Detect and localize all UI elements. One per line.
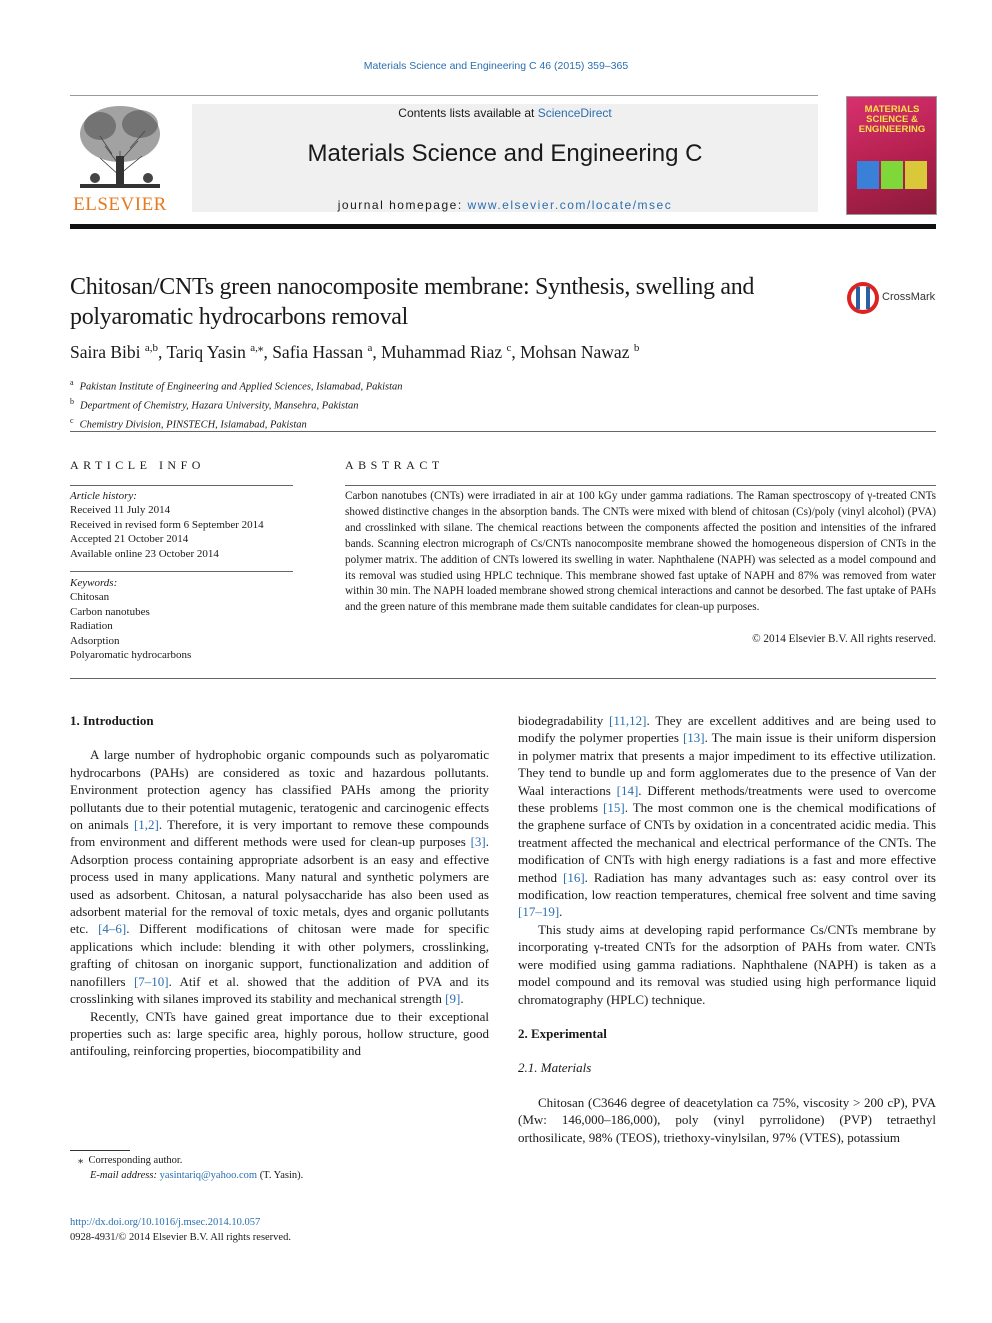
footnote bbox=[70, 1153, 490, 1183]
section-heading-introduction: 1. Introduction bbox=[70, 713, 154, 728]
history-item: Received 11 July 2014 bbox=[70, 504, 171, 517]
affiliation: $^b$ Department of Chemistry, Hazara University, Mansehra, Pakistan bbox=[70, 397, 359, 412]
cover-images bbox=[857, 161, 927, 189]
author-affil-mark: b bbox=[633, 342, 640, 354]
author[interactable]: Mohsan Nawaz bbox=[520, 341, 630, 362]
intro-paragraph-2: Recently, CNTs have gained great importance due to their exceptional properties such as: large specific area, highly porous, hollow structure, good antifouling, reinforcing properties, biocompatibility and bbox=[70, 1008, 489, 1059]
keyword: Polyaromatic hydrocarbons bbox=[70, 649, 192, 662]
history-item: Available online 23 October 2014 bbox=[70, 547, 219, 560]
keyword: Radiation bbox=[70, 620, 113, 633]
keyword: Adsorption bbox=[70, 634, 120, 647]
divider bbox=[70, 571, 293, 572]
article-info-heading: ARTICLE INFO bbox=[70, 458, 205, 472]
author-affil-mark: a,⁎ bbox=[250, 342, 264, 354]
affiliation: $^c$ Chemistry Division, PINSTECH, Islamabad, Pakistan bbox=[70, 416, 307, 431]
history-item: Received in revised form 6 September 2014 bbox=[70, 518, 264, 531]
subsection-heading-materials: 2.1. Materials bbox=[518, 1060, 592, 1076]
citation-ref-link[interactable]: [15] bbox=[603, 800, 625, 816]
journal-cover[interactable] bbox=[846, 96, 937, 215]
author-affil-mark: c bbox=[506, 342, 512, 354]
cover-title: MATERIALS SCIENCE & ENGINEERING bbox=[858, 104, 926, 135]
author[interactable]: Saira Bibi bbox=[70, 341, 141, 362]
citation-ref-link[interactable]: [7–10] bbox=[133, 973, 169, 989]
abstract-copyright: © 2014 Elsevier B.V. All rights reserved. bbox=[752, 633, 936, 645]
affiliation: $^a$ Pakistan Institute of Engineering and Applied Sciences, Islamabad, Pakistan bbox=[70, 378, 403, 393]
citation-ref-link[interactable]: [14] bbox=[616, 782, 639, 798]
contents-line: Contents lists available at ScienceDirect bbox=[398, 106, 612, 120]
header-thick-rule bbox=[70, 224, 936, 229]
sciencedirect-link[interactable]: ScienceDirect bbox=[537, 106, 612, 120]
article-history bbox=[70, 489, 295, 561]
footnote-rule bbox=[70, 1150, 130, 1151]
intro-paragraph-3: This study aims at developing rapid performance Cs/CNTs membrane by incorporating γ-treated CNTs for the adsorption of PAHs from water. CNTs were modified using gamma radiations. Naphthalene (NAPH) is taken as a model compound and its removal was studied using high performance liquid chromatography (HPLC) technique. bbox=[518, 921, 936, 1007]
journal-title[interactable]: Materials Science and Engineering C bbox=[307, 140, 703, 167]
journal-citation[interactable]: Materials Science and Engineering C 46 (2015) 359–365 bbox=[363, 60, 629, 72]
author-affil-mark: a,b bbox=[144, 342, 158, 354]
author[interactable]: Safia Hassan bbox=[272, 341, 364, 362]
email-note: E-mail address: yasintariq@yahoo.com (T. Yasin). bbox=[90, 1170, 304, 1181]
citation-ref-link[interactable]: [16] bbox=[563, 869, 585, 885]
author-affil-mark: a bbox=[367, 342, 373, 354]
citation-ref-link[interactable]: [17–19] bbox=[518, 904, 560, 920]
article-title: Chitosan/CNTs green nanocomposite membrane: Synthesis, swelling and polyaromatic hydrocarbons removal bbox=[70, 274, 755, 330]
corresponding-note: ⁎ Corresponding author. bbox=[78, 1155, 183, 1166]
section-heading-experimental: 2. Experimental bbox=[518, 1025, 607, 1041]
homepage-link[interactable]: www.elsevier.com/locate/msec bbox=[467, 198, 673, 212]
history-item: Accepted 21 October 2014 bbox=[70, 533, 189, 546]
crossmark-badge[interactable] bbox=[846, 281, 946, 315]
citation-ref-link[interactable]: [4–6] bbox=[98, 921, 127, 937]
divider bbox=[70, 678, 936, 679]
doi-block bbox=[70, 1215, 490, 1245]
keywords-label: Keywords: bbox=[70, 577, 118, 589]
divider bbox=[345, 485, 936, 486]
keywords bbox=[70, 576, 295, 662]
doi-link[interactable]: http://dx.doi.org/10.1016/j.msec.2014.10.057 bbox=[70, 1217, 261, 1228]
author[interactable]: Tariq Yasin bbox=[166, 341, 246, 362]
keyword: Chitosan bbox=[70, 591, 110, 604]
citation-ref-link[interactable]: [1,2] bbox=[133, 817, 159, 833]
intro-paragraph-1: A large number of hydrophobic organic compounds such as polyaromatic hydrocarbons (PAHs) are considered as toxic and hazardous pollutants. Environment protection agency has classified PAHs among the priority pollutants due to their potential mutagenic, teratogenic and carcinogenic effects on animals [1,2]. Therefore, it is very important to remove these compounds from environment and different methods were used for clean-up purposes [3]. Adsorption process containing appropriate adsorbent is an easy and effective process used in many applications. Many natural and synthetic polymers are used as adsorbent. Chitosan, a natural polysaccharide has also been used as adsorbent material for the removal of toxic metals, dyes and organic pollutants etc. [4–6]. Different modifications of chitosan were made for specific applications which include: blending it with other polymers, crosslinking, grafting of chitosan on inorganic support, functionalization and addition of nanofillers [7–10]. Atif et al. showed that the addition of PVA and its crosslinking with silanes improved its stability and mechanical strength [9]. bbox=[70, 747, 489, 1007]
affiliations bbox=[70, 376, 770, 433]
author[interactable]: Muhammad Riaz bbox=[381, 341, 503, 362]
history-label: Article history: bbox=[70, 490, 137, 502]
journal-homepage: journal homepage: www.elsevier.com/locate/msec bbox=[337, 198, 673, 212]
elsevier-logo[interactable] bbox=[70, 96, 170, 214]
email-link[interactable]: yasintariq@yahoo.com bbox=[159, 1170, 258, 1181]
elsevier-wordmark: ELSEVIER bbox=[73, 194, 167, 215]
abstract-heading: ABSTRACT bbox=[345, 458, 444, 472]
citation-ref-link[interactable]: [13] bbox=[682, 730, 705, 746]
citation-ref-link[interactable]: [9] bbox=[445, 991, 461, 1007]
abstract-text: Carbon nanotubes (CNTs) were irradiated in air at 100 kGy under gamma radiations. The Raman spectroscopy of γ-treated CNTs showed distinctive changes in the absorption bands. The CNTs were mixed with blend of chitosan (Cs)/poly (vinyl alcohol) (PVA) and crosslinked with silane. The chemical reactions between the components affected the position and intensities of the infrared bands. Scanning electron micrograph of Cs/CNTs nanocomposite membrane showed the homogeneous dispersion of CNTs in the polymer matrix. The addition of CNTs lowered its swelling in water. Naphthalene (NAPH) was selected as a model compound and its removal was studied using HPLC technique. This membrane showed fast uptake of NAPH and 87% was removed from water within 30 min. The NAPH loaded membrane showed strong chemical interactions and cannot be desorbed. The fast uptake of PAHs and the green nature of this membrane made them suitable candidates for clean-up purposes. bbox=[345, 490, 936, 614]
divider bbox=[70, 431, 936, 432]
author-list: Saira Bibi $^{a,b}$, Tariq Yasin $^{a,⁎}$, Safia Hassan $^a$, Muhammad Riaz $^c$, Mohsan Nawaz $^b$ bbox=[70, 341, 640, 362]
divider bbox=[70, 485, 293, 486]
materials-paragraph: Chitosan (C3646 degree of deacetylation ca 75%, viscosity > 200 cP), PVA (Mw: 146,000–186,000), poly (vinyl pyrrolidone) (PVP) tetraethyl orthosilicate, 98% (TEOS), triethoxy-vinylsilan, 97% (VTES), potassium bbox=[518, 1094, 936, 1145]
citation-ref-link[interactable]: [3] bbox=[470, 834, 486, 850]
crossmark-label: CrossMark bbox=[882, 291, 936, 303]
crossmark-icon bbox=[846, 281, 880, 315]
issn-line: 0928-4931/© 2014 Elsevier B.V. All rights reserved. bbox=[70, 1232, 291, 1243]
body-column-left bbox=[70, 712, 489, 1060]
intro-paragraph-2-cont: biodegradability [11,12]. They are excellent additives and are being used to modify the polymer properties [13]. The main issue is their uniform dispersion in polymer matrix that presents a major impediment to its effective utilization. They tend to bundle up and form agglomerates due to the presence of Van der Waal interactions [14]. Different methods/treatments were used to overcome these problems [15]. The most common one is the chemical modifications of the graphene surface of CNTs by oxidation in a concentrated acidic media. This treatment affected the mechanical and electrical performance of the CNTs. The modification of CNTs with high energy radiations is a fast and more effective method [16]. Radiation has many advantages such as: easy control over its modification, low reaction temperatures, chemical free solvent and time saving [17–19]. bbox=[518, 713, 937, 920]
header-rule bbox=[70, 95, 818, 96]
keyword: Carbon nanotubes bbox=[70, 605, 150, 618]
citation-ref-link[interactable]: [11,12] bbox=[609, 713, 647, 728]
body-column-right bbox=[518, 712, 936, 1146]
